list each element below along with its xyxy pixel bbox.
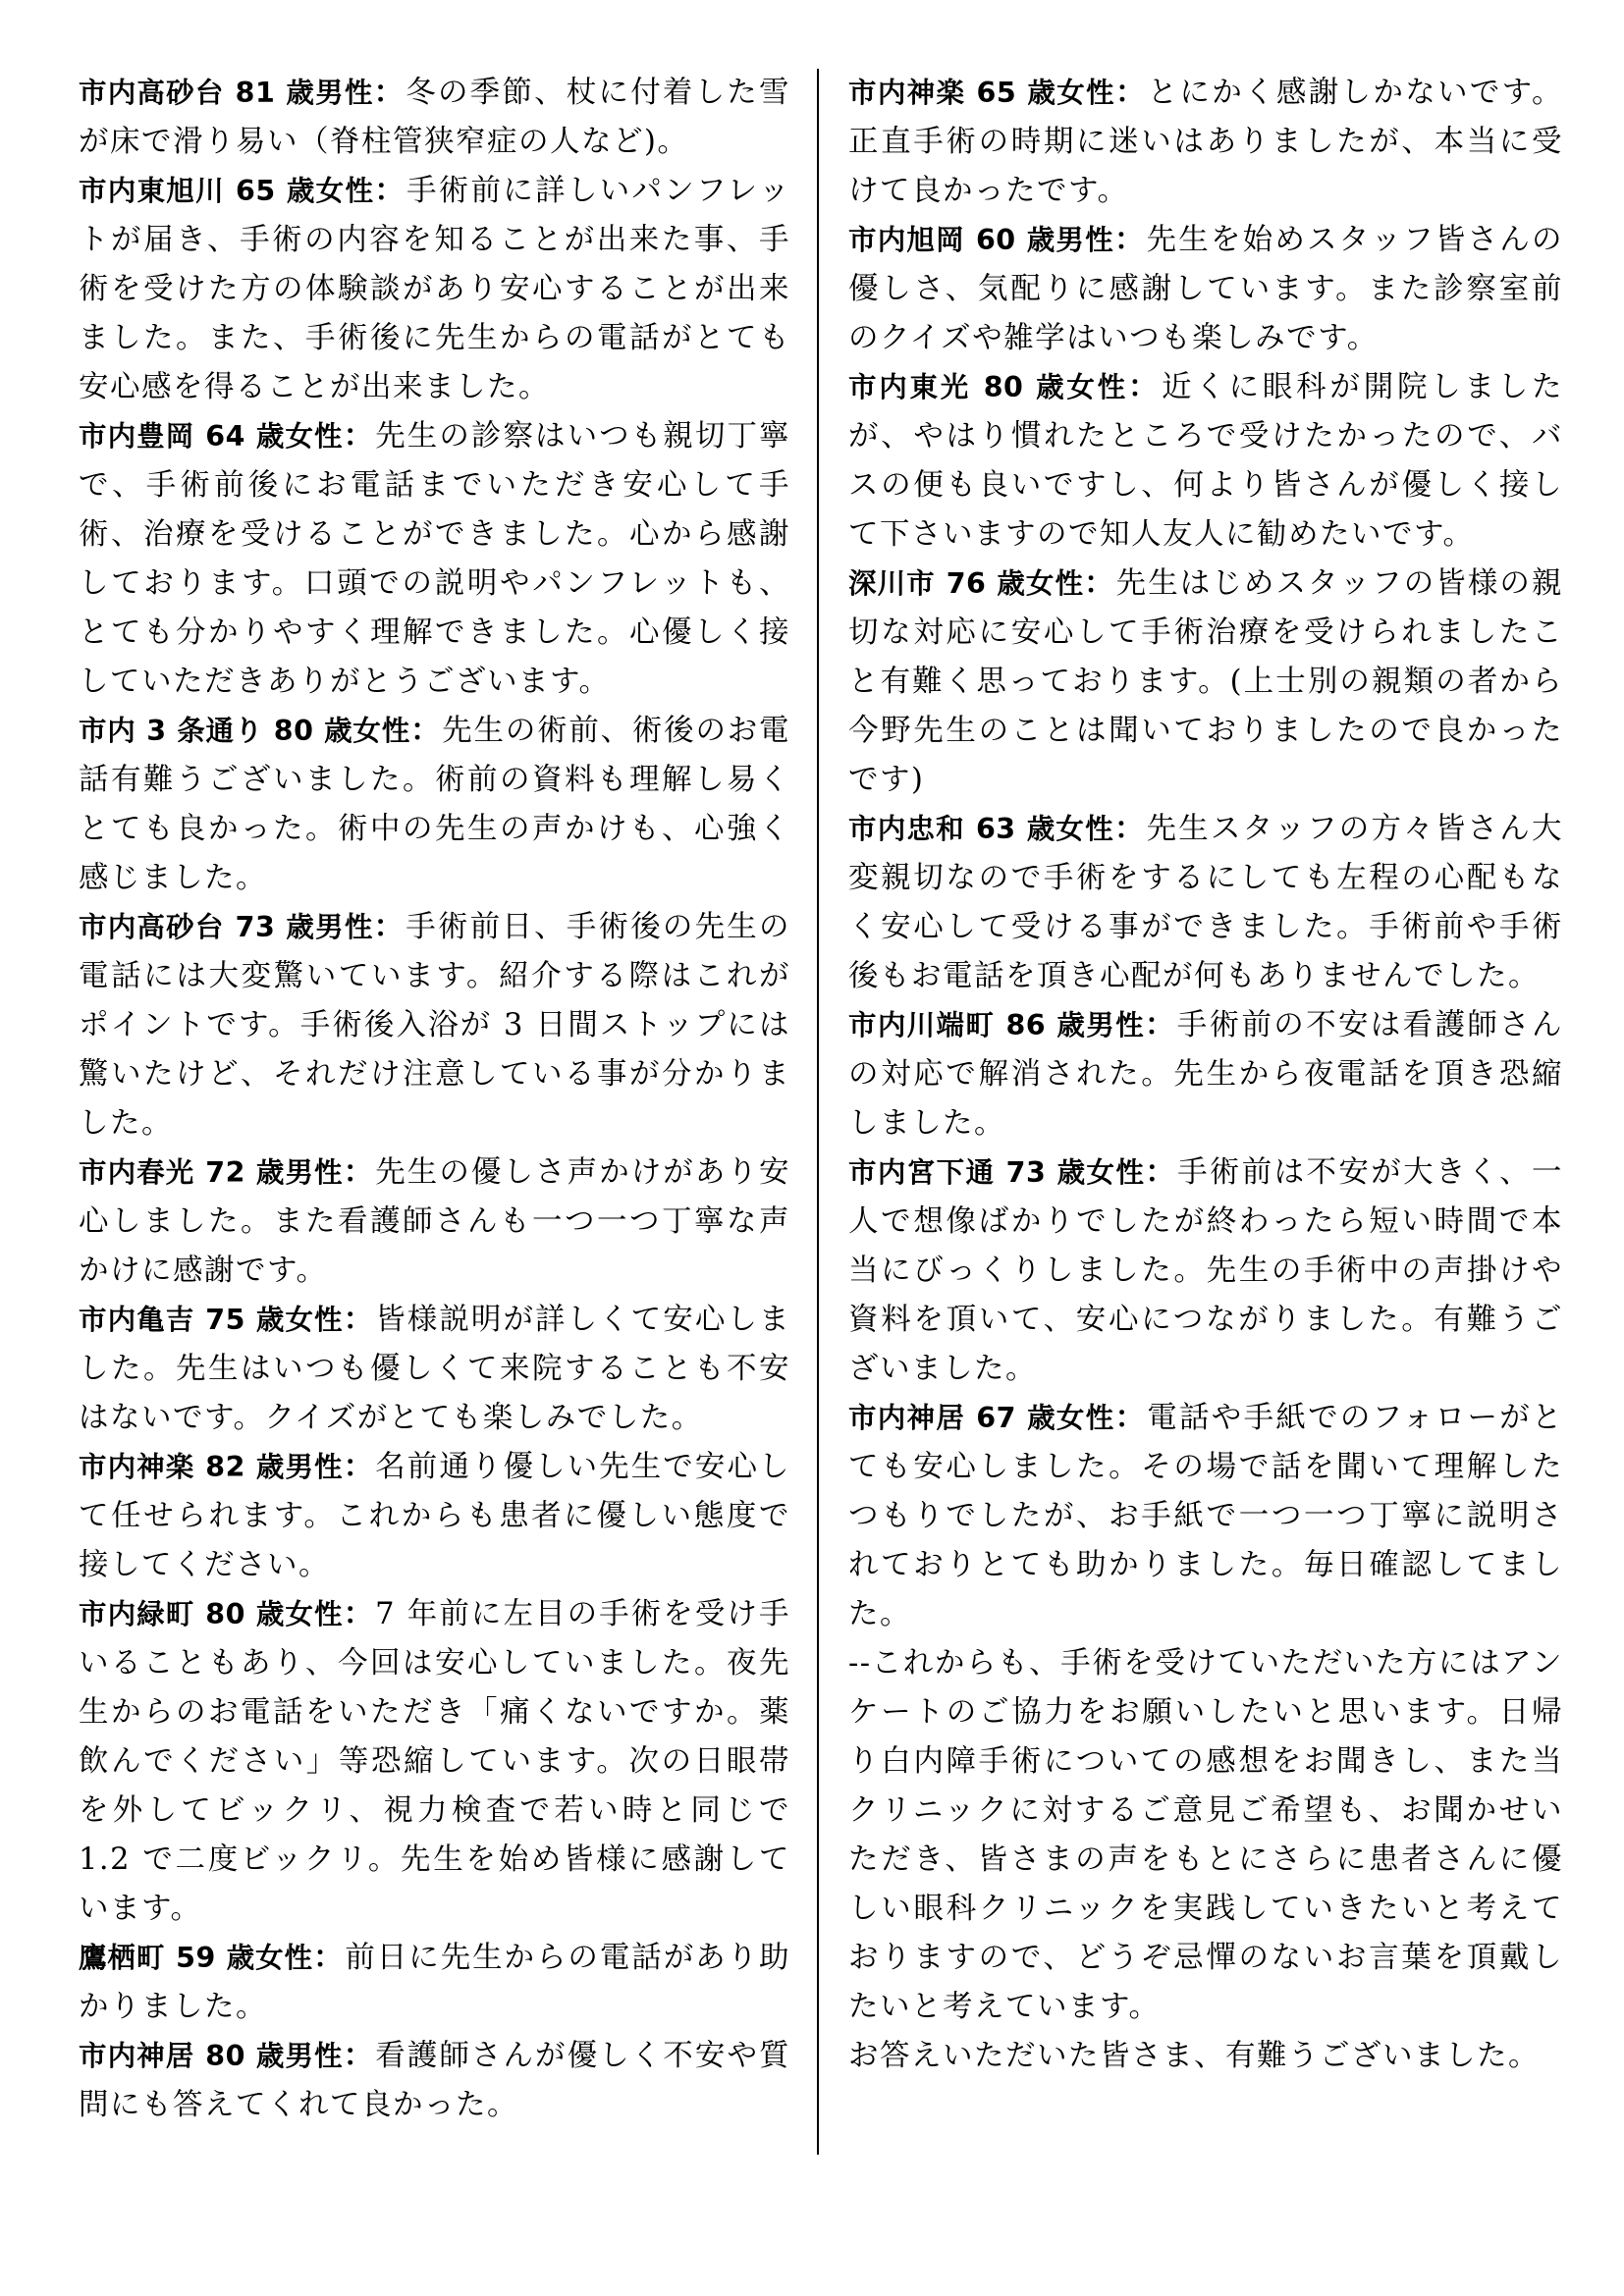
comment-entry: 市内亀吉 75 歳女性：皆様説明が詳しくて安心しました。先生はいつも優しくて来院することも不安はないです。クイズがとても楽しみでした。: [79, 1303, 791, 1435]
comment-entry: 市内 3 条通り 80 歳女性：先生の術前、術後のお電話有難うございました。術前の資料も理解し易くとても良かった。術中の先生の声かけも、心強く感じました。: [79, 714, 791, 895]
respondent-label: 深川市 76 歳女性: [848, 567, 1085, 600]
comment-text: 先生の術前、術後のお電話有難うございました。術前の資料も理解し易くとても良かった。術中の先生の声かけも、心強く感じました。: [79, 714, 791, 895]
comment-text: 電話や手紙でのフォローがとても安心しました。その場で話を聞いて理解したつもりでしたが、お手紙で一つ一つ丁寧に説明されておりとても助かりました。毎日確認してました。: [848, 1401, 1563, 1631]
respondent-label: 市内高砂台 73 歳男性: [79, 911, 374, 943]
comment-entry: 鷹栖町 59 歳女性：前日に先生からの電話があり助かりました。: [79, 1941, 791, 2024]
respondent-label: 市内緑町 80 歳女性: [79, 1598, 344, 1630]
column-divider: [817, 69, 819, 2155]
comment-text: とにかく感謝しかないです。正直手術の時期に迷いはありましたが、本当に受けて良かったです。: [848, 76, 1564, 208]
left-column: [79, 69, 790, 2130]
comment-entry: 市内東旭川 65 歳女性：手術前に詳しいパンフレットが届き、手術の内容を知ることが出来た事、手術を受けた方の体験談があり安心することが出来ました。また、手術後に先生からの電話がとても安心感を得ることが出来ました。: [79, 174, 790, 404]
respondent-label: 市内忠和 63 歳女性: [848, 813, 1114, 845]
respondent-label: 市内宮下通 73 歳女性: [848, 1156, 1146, 1189]
comment-text: 名前通り優しい先生で安心して任せられます。これからも患者に優しい態度で接してください。: [79, 1450, 791, 1582]
comment-text: 手術前日、手術後の先生の電話には大変驚いています。紹介する際はこれがポイントです。手術後入浴が 3 日間ストップには驚いたけど、それだけ注意している事が分かりました。: [79, 910, 791, 1141]
closing-thanks: お答えいただいた皆さま、有難うございました。: [848, 2039, 1540, 2073]
comment-entry: 市内豊岡 64 歳女性：先生の診察はいつも親切丁寧で、手術前後にお電話までいただき安心して手術、治療を受けることができました。心から感謝しております。口頭での説明やパンフレットも、とても分かりやすく理解できました。心優しく接していただきありがとうございます。: [79, 419, 791, 699]
respondent-label: 市内 3 条通り 80 歳女性: [79, 715, 410, 747]
comment-entry: 市内緑町 80 歳女性：7 年前に左目の手術を受け手いることもあり、今回は安心していました。夜先生からのお電話をいただき「痛くないですか。薬飲んでください」等恐縮しています。次の日眼帯を外してビックリ、視力検査で若い時と同じで 1.2 で二度ビックリ。先生を始め皆様に感謝しています。: [79, 1597, 790, 1926]
comment-text: 先生の優しさ声かけがあり安心しました。また看護師さんも一つ一つ丁寧な声かけに感謝です。: [79, 1155, 791, 1288]
comment-entry: 市内高砂台 81 歳男性：冬の季節、杖に付着した雪が床で滑り易い（脊柱管狭窄症の人など)。: [79, 76, 791, 159]
comment-text: 冬の季節、杖に付着した雪が床で滑り易い（脊柱管狭窄症の人など)。: [79, 76, 791, 159]
respondent-label: 市内神楽 82 歳男性: [79, 1451, 344, 1483]
comment-text: 近くに眼科が開院しましたが、やはり慣れたところで受けたかったので、バスの便も良いですし、何より皆さんが優しく接して下さいますので知人友人に勧めたいです。: [848, 370, 1563, 552]
comment-entry: 市内忠和 63 歳女性：先生スタッフの方々皆さん大変親切なので手術をするにしても左程の心配もなく安心して受ける事ができました。手術前や手術後もお電話を頂き心配が何もありませんでした。: [848, 812, 1564, 993]
respondent-label: 市内東光 80 歳女性: [848, 371, 1128, 403]
respondent-label: 市内豊岡 64 歳女性: [79, 420, 344, 453]
respondent-label: 市内亀吉 75 歳女性: [79, 1304, 344, 1336]
comment-entry: 市内旭岡 60 歳男性：先生を始めスタッフ皆さんの優しさ、気配りに感謝しています。また診察室前のクイズや雑学はいつも楽しみです。: [848, 223, 1564, 355]
comment-text: 看護師さんが優しく不安や質問にも答えてくれて良かった。: [79, 2039, 791, 2122]
comment-text: 前日に先生からの電話があり助かりました。: [79, 1941, 791, 2024]
comment-entry: 市内神楽 82 歳男性：名前通り優しい先生で安心して任せられます。これからも患者に優しい態度で接してください。: [79, 1450, 791, 1582]
respondent-label: 市内春光 72 歳男性: [79, 1156, 344, 1189]
comment-entry: 市内神居 80 歳男性：看護師さんが優しく不安や質問にも答えてくれて良かった。: [79, 2039, 791, 2122]
comment-text: 先生の診察はいつも親切丁寧で、手術前後にお電話までいただき安心して手術、治療を受けることができました。心から感謝しております。口頭での説明やパンフレットも、とても分かりやすく理解できました。心優しく接していただきありがとうございます。: [79, 419, 791, 699]
comment-text: 手術前に詳しいパンフレットが届き、手術の内容を知ることが出来た事、手術を受けた方の体験談があり安心することが出来ました。また、手術後に先生からの電話がとても安心感を得ることが出来ました。: [79, 174, 790, 404]
respondent-label: 市内高砂台 81 歳男性: [79, 77, 374, 109]
comment-entry: 深川市 76 歳女性：先生はじめスタッフの皆様の親切な対応に安心して手術治療を受けられましたこと有難く思っております。(上士別の親類の者から今野先生のことは聞いておりましたので良かったです): [848, 566, 1564, 797]
respondent-label: 市内川端町 86 歳男性: [848, 1009, 1145, 1041]
comment-entry: 市内川端町 86 歳男性：手術前の不安は看護師さんの対応で解消された。先生から夜電話を頂き恐縮しました。: [848, 1008, 1564, 1141]
right-column: [848, 69, 1563, 2081]
respondent-label: 市内神楽 65 歳女性: [848, 77, 1115, 109]
comment-text: 7 年前に左目の手術を受け手いることもあり、今回は安心していました。夜先生からのお電話をいただき「痛くないですか。薬飲んでください」等恐縮しています。次の日眼帯を外してビックリ、視力検査で若い時と同じで 1.2 で二度ビックリ。先生を始め皆様に感謝しています。: [79, 1597, 790, 1926]
comment-text: 手術前は不安が大きく、一人で想像ばかりでしたが終わったら短い時間で本当にびっくりしました。先生の手術中の声掛けや資料を頂いて、安心につながりました。有難うございました。: [848, 1155, 1563, 1386]
closing-paragraph: --これからも、手術を受けていただいた方にはアンケートのご協力をお願いしたいと思います。日帰り白内障手術についての感想をお聞きし、また当クリニックに対するご意見ご希望も、お聞かせいただき、皆さまの声をもとにさらに患者さんに優しい眼科クリニックを実践していきたいと考えておりますので、どうぞ忌憚のないお言葉を頂戴したいと考えています。: [848, 1646, 1563, 2024]
comment-entry: 市内神楽 65 歳女性：とにかく感謝しかないです。正直手術の時期に迷いはありましたが、本当に受けて良かったです。: [848, 76, 1564, 208]
closing-message: [848, 1639, 1563, 2081]
comment-entry: 市内神居 67 歳女性：電話や手紙でのフォローがとても安心しました。その場で話を聞いて理解したつもりでしたが、お手紙で一つ一つ丁寧に説明されておりとても助かりました。毎日確認してました。: [848, 1401, 1563, 1631]
respondent-label: 市内神居 67 歳女性: [848, 1402, 1115, 1434]
comment-text: 先生はじめスタッフの皆様の親切な対応に安心して手術治療を受けられましたこと有難く思っております。(上士別の親類の者から今野先生のことは聞いておりましたので良かったです): [848, 566, 1564, 797]
respondent-label: 市内神居 80 歳男性: [79, 2040, 344, 2072]
comment-text: 皆様説明が詳しくて安心しました。先生はいつも優しくて来院することも不安はないです。クイズがとても楽しみでした。: [79, 1303, 791, 1435]
comment-entry: 市内春光 72 歳男性：先生の優しさ声かけがあり安心しました。また看護師さんも一つ一つ丁寧な声かけに感謝です。: [79, 1155, 791, 1288]
comment-text: 先生を始めスタッフ皆さんの優しさ、気配りに感謝しています。また診察室前のクイズや雑学はいつも楽しみです。: [848, 223, 1564, 355]
comment-entry: 市内東光 80 歳女性：近くに眼科が開院しましたが、やはり慣れたところで受けたかったので、バスの便も良いですし、何より皆さんが優しく接して下さいますので知人友人に勧めたいです。: [848, 370, 1563, 552]
comment-entry: 市内宮下通 73 歳女性：手術前は不安が大きく、一人で想像ばかりでしたが終わったら短い時間で本当にびっくりしました。先生の手術中の声掛けや資料を頂いて、安心につながりました。有難うございました。: [848, 1155, 1563, 1386]
comment-text: 手術前の不安は看護師さんの対応で解消された。先生から夜電話を頂き恐縮しました。: [848, 1008, 1564, 1141]
comment-entry: 市内高砂台 73 歳男性：手術前日、手術後の先生の電話には大変驚いています。紹介する際はこれがポイントです。手術後入浴が 3 日間ストップには驚いたけど、それだけ注意している事が分かりました。: [79, 910, 791, 1141]
comment-text: 先生スタッフの方々皆さん大変親切なので手術をするにしても左程の心配もなく安心して受ける事ができました。手術前や手術後もお電話を頂き心配が何もありませんでした。: [848, 812, 1564, 993]
respondent-label: 市内旭岡 60 歳男性: [848, 224, 1114, 256]
respondent-label: 市内東旭川 65 歳女性: [79, 175, 375, 207]
respondent-label: 鷹栖町 59 歳女性: [79, 1942, 313, 1974]
